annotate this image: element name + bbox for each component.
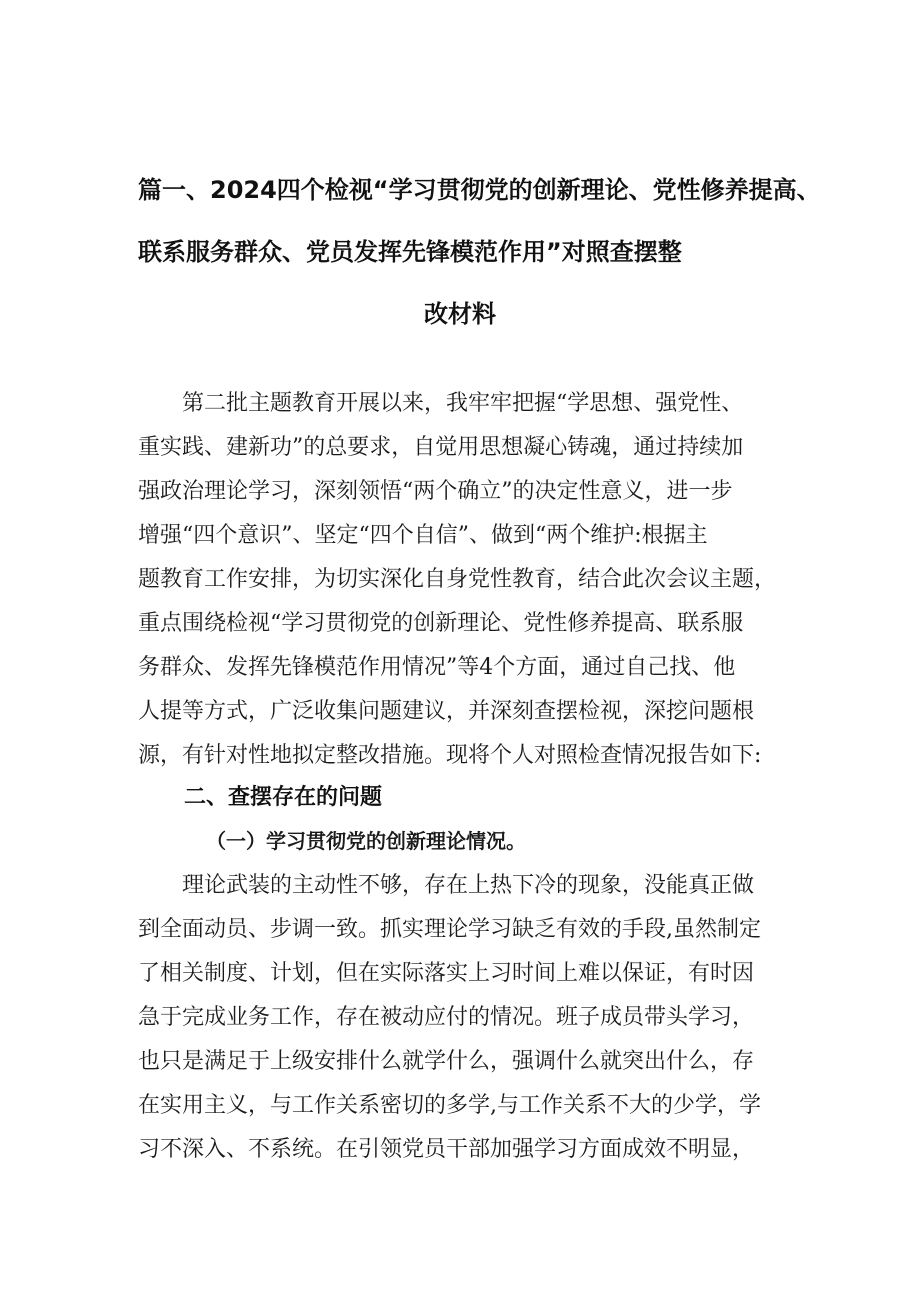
section-heading: 二、查摆存在的问题 bbox=[184, 785, 383, 810]
document-title-line-3: 改材料 bbox=[424, 300, 496, 328]
intro-line-3: 强政治理论学习，深刻领悟“两个确立”的决定性意义，进一步 bbox=[138, 479, 733, 504]
body-line-6: 在实用主义，与工作关系密切的多学,与工作关系不大的少学，学 bbox=[138, 1093, 761, 1118]
subsection-heading: （一）学习贯彻党的创新理论情况。 bbox=[206, 829, 526, 853]
intro-line-5: 题教育工作安排，为切实深化自身党性教育，结合此次会议主题， bbox=[138, 567, 777, 592]
document-title-line-2: 联系服务群众、党员发挥先锋模范作用”对照查摆整 bbox=[138, 238, 682, 266]
intro-line-7: 务群众、发挥先锋模范作用情况”等4个方面，通过自己找、他 bbox=[138, 655, 736, 680]
intro-line-1: 第二批主题教育开展以来，我牢牢把握“学思想、强党性、 bbox=[138, 391, 744, 416]
body-line-5: 也只是满足于上级安排什么就学什么，强调什么就突出什么，存 bbox=[138, 1049, 755, 1074]
body-line-4: 急于完成业务工作，存在被动应付的情况。班子成员带头学习， bbox=[138, 1005, 755, 1030]
intro-line-6: 重点围绕检视“学习贯彻党的创新理论、党性修养提高、联系服 bbox=[138, 611, 744, 636]
intro-line-2: 重实践、建新功”的总要求，自觉用思想凝心铸魂，通过持续加 bbox=[138, 435, 744, 460]
body-line-1: 理论武装的主动性不够，存在上热下冷的现象，没能真正做 bbox=[138, 873, 755, 898]
document-title-line-1: 篇一、2024四个检视“学习贯彻党的创新理论、党性修养提高、 bbox=[138, 176, 821, 204]
body-line-7: 习不深入、不系统。在引领党员干部加强学习方面成效不明显， bbox=[138, 1137, 755, 1162]
intro-line-8: 人提等方式，广泛收集问题建议，并深刻查摆检视，深挖问题根 bbox=[138, 699, 755, 724]
intro-line-4: 增强“四个意识”、坚定“四个自信”、做到“两个维护:根据主 bbox=[138, 523, 708, 548]
body-line-2: 到全面动员、步调一致。抓实理论学习缺乏有效的手段,虽然制定 bbox=[138, 917, 761, 942]
body-line-3: 了相关制度、计划，但在实际落实上习时间上难以保证，有时因 bbox=[138, 961, 755, 986]
intro-line-9: 源，有针对性地拟定整改措施。现将个人对照检查情况报告如下: bbox=[138, 743, 762, 768]
